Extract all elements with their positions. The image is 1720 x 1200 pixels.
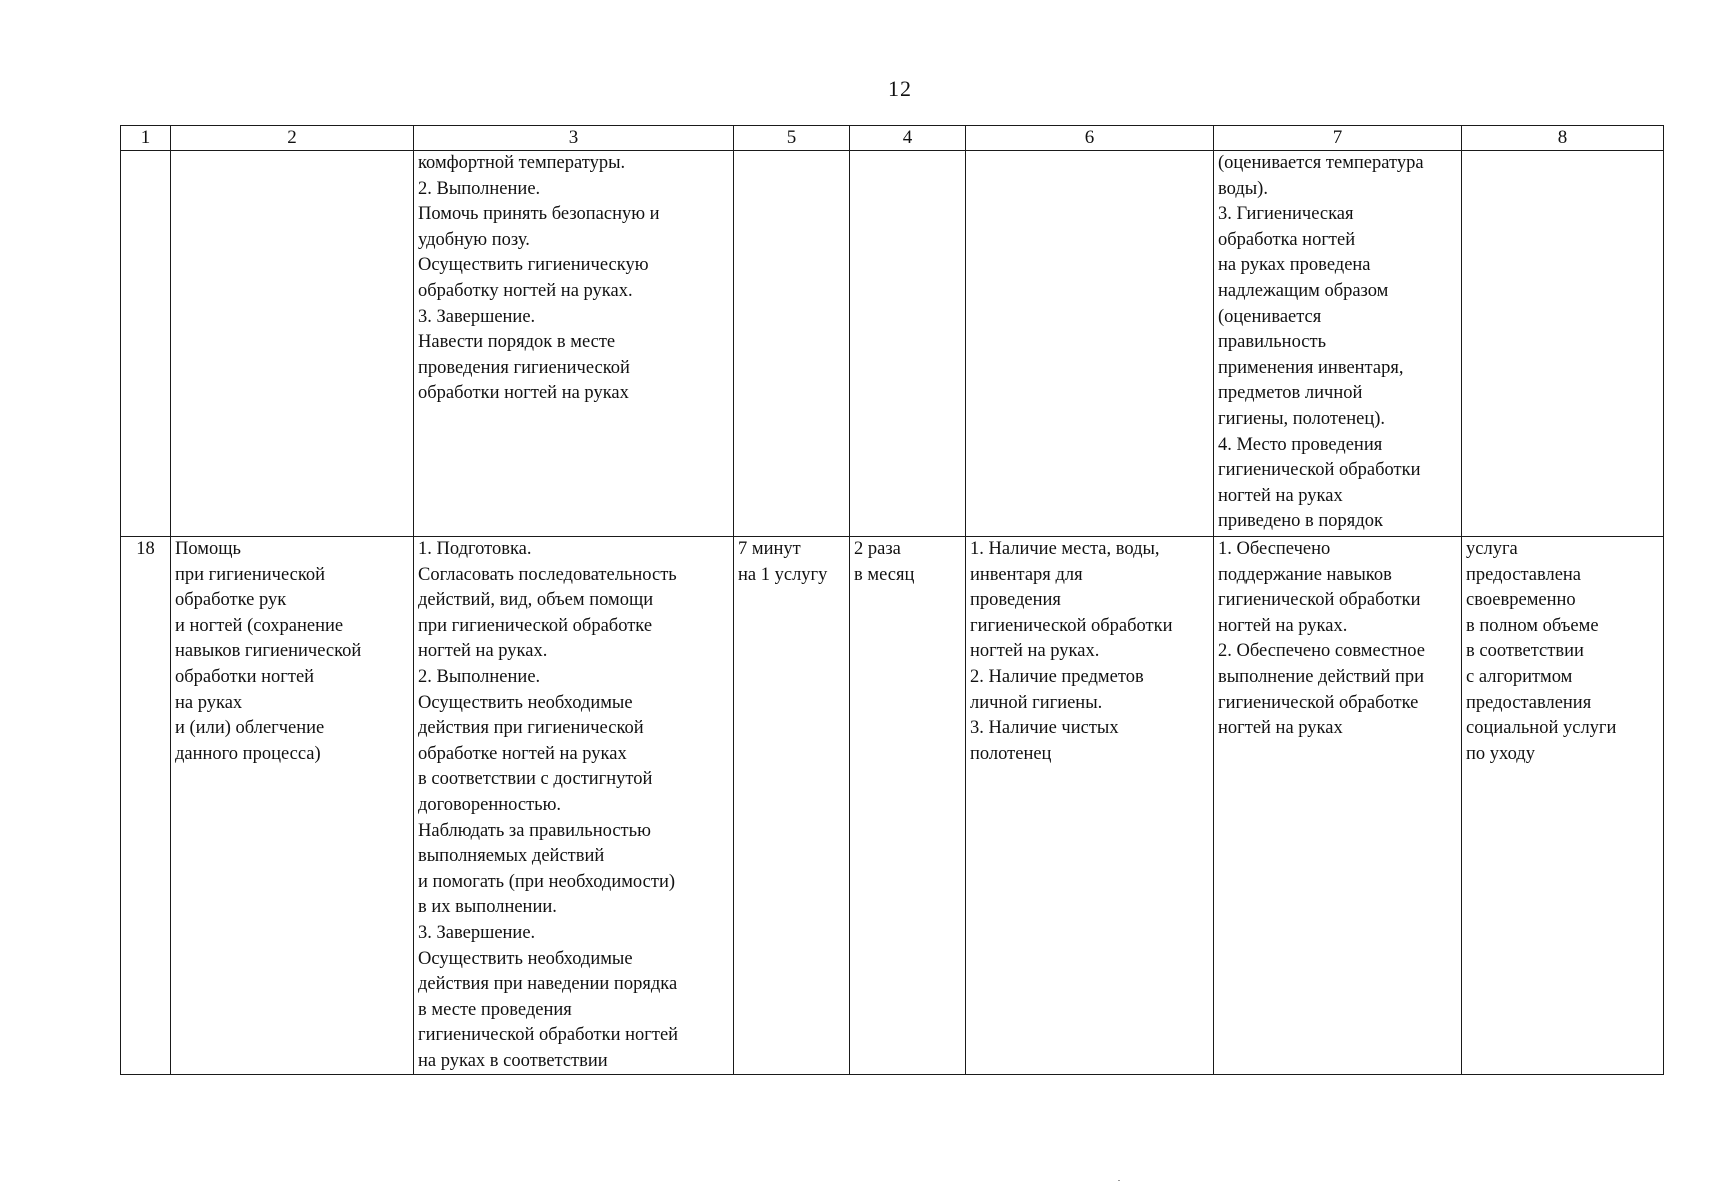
row-cont-conditions-cell — [966, 151, 1214, 537]
services-table — [120, 125, 1664, 1075]
row-cont-number-cell — [121, 151, 171, 537]
header-col-5: 4 — [850, 126, 966, 151]
header-col-3: 3 — [414, 126, 734, 151]
header-col-1: 1 — [121, 126, 171, 151]
scan-speck — [1118, 1180, 1120, 1181]
row-cont-quality-cell: (оценивается температура воды). 3. Гигиеническая обработка ногтей на руках проведена надлежащим образом (оценивается правильность применения инвентаря, предметов личной гигиены, полотенец). 4. Место проведения гигиенической обработки ногтей на руках приведено в порядок — [1214, 151, 1462, 537]
row-cont-procedure-cell: комфортной температуры. 2. Выполнение. Помочь принять безопасную и удобную позу. Осуществить гигиеническую обработку ногтей на руках. 3. Завершение. Навести порядок в месте проведения гигиенической обработки ногтей на руках — [414, 151, 734, 537]
header-col-2: 2 — [171, 126, 414, 151]
row-18-conditions-cell: 1. Наличие места, воды, инвентаря для проведения гигиенической обработки ногтей на руках. 2. Наличие предметов личной гигиены. 3. Наличие чистых полотенец — [966, 537, 1214, 1075]
page-number: 12 — [888, 76, 912, 101]
table-row-continued — [121, 151, 1664, 537]
row-18-procedure-cell: 1. Подготовка. Согласовать последовательность действий, вид, объем помощи при гигиенической обработке ногтей на руках. 2. Выполнение. Осуществить необходимые действия при гигиенической обработке ногтей на руках в соответствии с достигнутой договоренностью. Наблюдать за правильностью выполняемых действий и помогать (при необходимости) в их выполнении. 3. Завершение. Осуществить необходимые действия при наведении порядка в месте проведения гигиенической обработки ногтей на руках в соответствии — [414, 537, 734, 1075]
row-cont-result-cell — [1462, 151, 1664, 537]
row-18-frequency-cell: 2 раза в месяц — [850, 537, 966, 1075]
row-18-result-cell: услуга предоставлена своевременно в полном объеме в соответствии с алгоритмом предоставления социальной услуги по уходу — [1462, 537, 1664, 1075]
header-col-8: 8 — [1462, 126, 1664, 151]
header-col-6: 6 — [966, 126, 1214, 151]
row-cont-frequency-cell — [850, 151, 966, 537]
header-col-7: 7 — [1214, 126, 1462, 151]
row-cont-service-cell — [171, 151, 414, 537]
row-cont-duration-cell — [734, 151, 850, 537]
header-col-4: 5 — [734, 126, 850, 151]
header-row — [121, 126, 1664, 151]
row-18-number-cell: 18 — [121, 537, 171, 1075]
table-row-18 — [121, 537, 1664, 1075]
row-18-quality-cell: 1. Обеспечено поддержание навыков гигиенической обработки ногтей на руках. 2. Обеспечено совместное выполнение действий при гигиенической обработке ногтей на руках — [1214, 537, 1462, 1075]
row-18-service-cell: Помощь при гигиенической обработке рук и ногтей (сохранение навыков гигиенической обработки ногтей на руках и (или) облегчение данного процесса) — [171, 537, 414, 1075]
row-18-duration-cell: 7 минут на 1 услугу — [734, 537, 850, 1075]
